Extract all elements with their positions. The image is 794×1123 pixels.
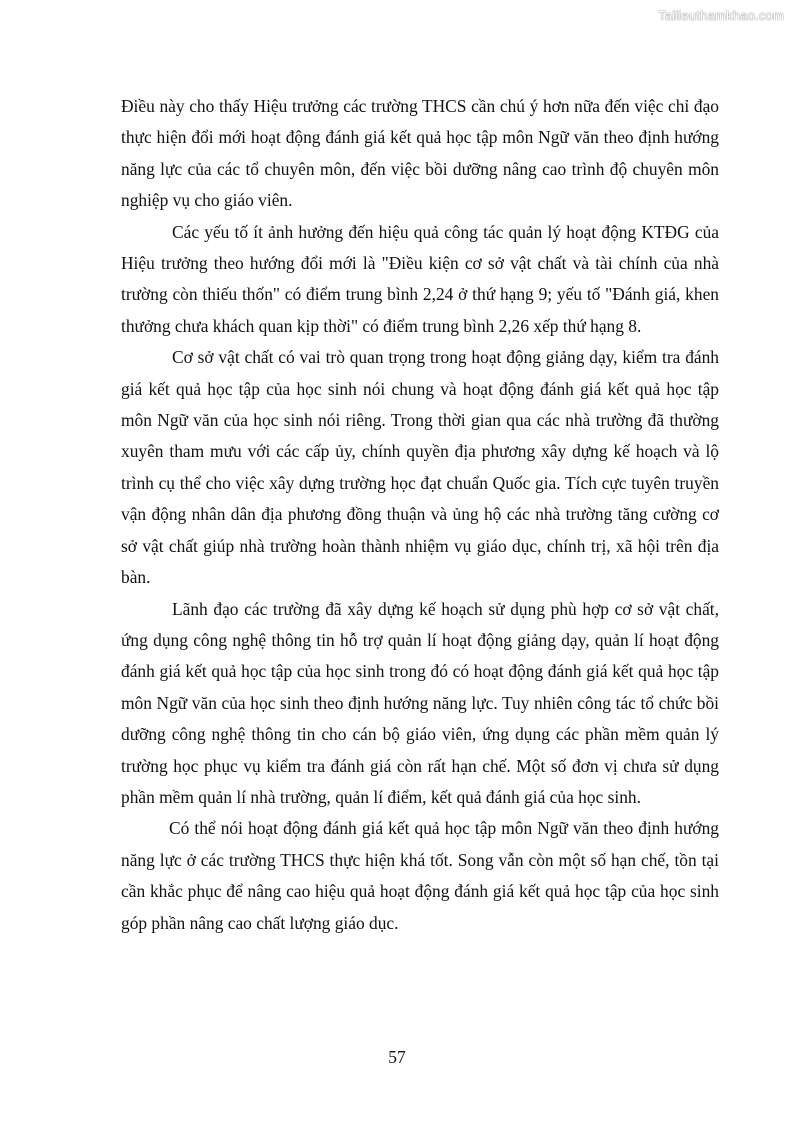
- paragraph-2: Các yếu tố ít ảnh hưởng đến hiệu quả công tác quản lý hoạt động KTĐG của Hiệu trưởng theo hướng đổi mới là "Điều kiện cơ sở vật chất và tài chính của nhà trường còn thiếu thốn" có điểm trung bình 2,24 ở thứ hạng 9; yếu tố "Đánh giá, khen thưởng chưa khách quan kịp thời" có điểm trung bình 2,26 xếp thứ hạng 8.: [121, 221, 719, 336]
- paragraph-1: Điều này cho thấy Hiệu trưởng các trường THCS cần chú ý hơn nữa đến việc chỉ đạo thực hiện đổi mới hoạt động đánh giá kết quả học tập môn Ngữ văn theo định hướng năng lực của các tổ chuyên môn, đến việc bồi dưỡng nâng cao trình độ chuyên môn nghiệp vụ cho giáo viên.: [121, 96, 719, 211]
- document-body: [121, 91, 719, 939]
- paragraph-5: Có thể nói hoạt động đánh giá kết quả học tập môn Ngữ văn theo định hướng năng lực ở các trường THCS thực hiện khá tốt. Song vẫn còn một số hạn chế, tồn tại cần khắc phục để nâng cao hiệu quả hoạt động đánh giá kết quả học tập của học sinh góp phần nâng cao chất lượng giáo dục.: [121, 818, 719, 933]
- paragraph-4: Lãnh đạo các trường đã xây dựng kế hoạch sử dụng phù hợp cơ sở vật chất, ứng dụng công nghệ thông tin hỗ trợ quản lí hoạt động giảng dạy, quản lí hoạt động đánh giá kết quả học tập của học sinh trong đó có hoạt động đánh giá kết quả học tập môn Ngữ văn của học sinh theo định hướng năng lực. Tuy nhiên công tác tổ chức bồi dưỡng công nghệ thông tin cho cán bộ giáo viên, ứng dụng các phần mềm quản lý trường học phục vụ kiểm tra đánh giá còn rất hạn chế. Một số đơn vị chưa sử dụng phần mềm quản lí nhà trường, quản lí điểm, kết quả đánh giá của học sinh.: [121, 598, 719, 807]
- page-number: 57: [388, 1047, 406, 1067]
- watermark-text: Tailieuthamkhao.com: [658, 8, 784, 23]
- paragraph-3: Cơ sở vật chất có vai trò quan trọng trong hoạt động giảng dạy, kiểm tra đánh giá kết quả học tập của học sinh nói chung và hoạt động đánh giá kết quả học tập môn Ngữ văn của học sinh nói riêng. Trong thời gian qua các nhà trường đã thường xuyên tham mưu với các cấp ủy, chính quyền địa phương xây dựng kế hoạch và lộ trình cụ thể cho việc xây dựng trường học đạt chuẩn Quốc gia. Tích cực tuyên truyền vận động nhân dân địa phương đồng thuận và ủng hộ các nhà trường tăng cường cơ sở vật chất giúp nhà trường hoàn thành nhiệm vụ giáo dục, chính trị, xã hội trên địa bàn.: [121, 347, 719, 588]
